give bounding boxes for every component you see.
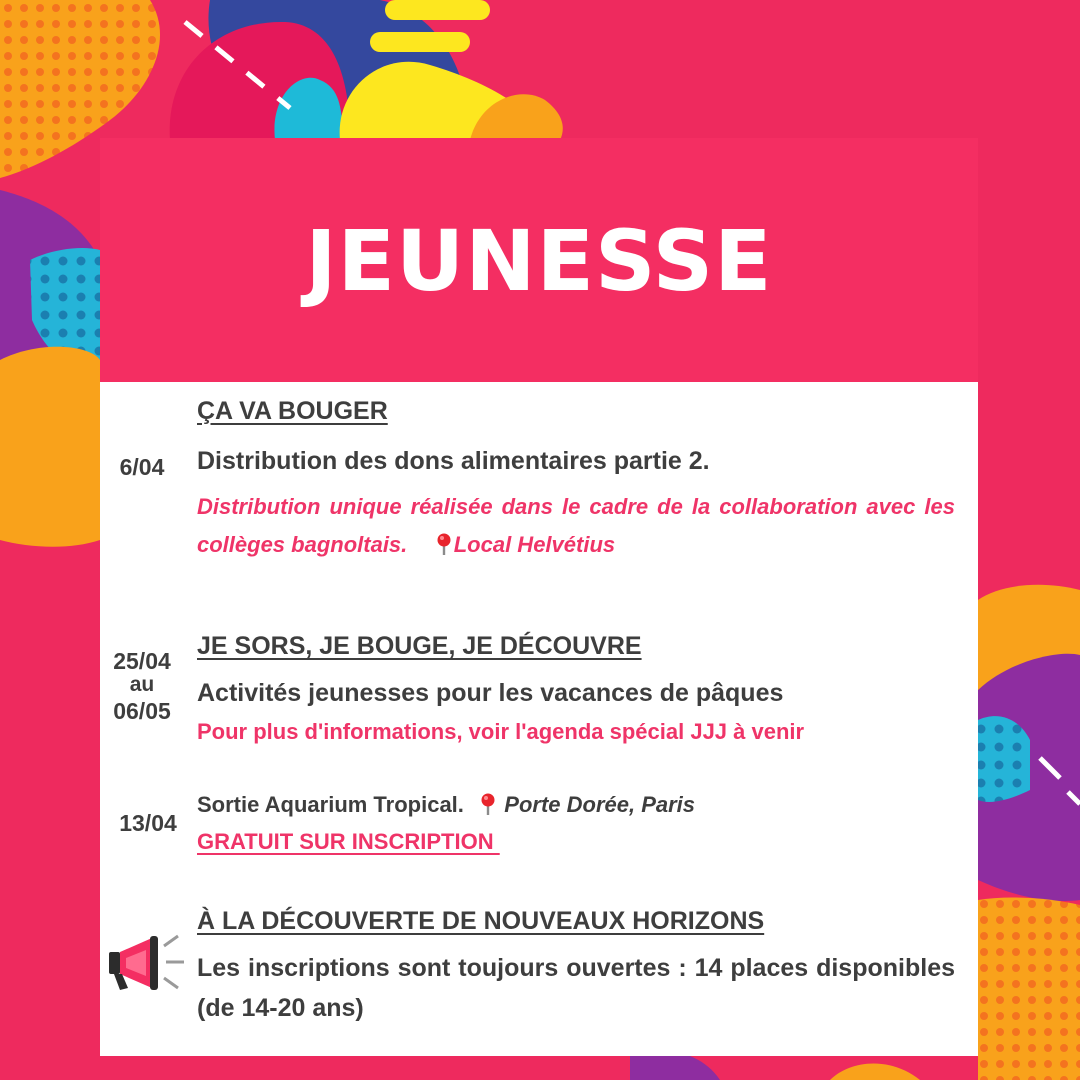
section-heading: À LA DÉCOUVERTE DE NOUVEAUX HORIZONS bbox=[197, 907, 765, 935]
event-date: 13/04 bbox=[119, 810, 177, 836]
event-date: 6/04 bbox=[119, 454, 165, 480]
right-orange-dotted-blob bbox=[978, 898, 1080, 1080]
page-title: JEUNESSE bbox=[305, 212, 773, 310]
event-title: Distribution des dons alimentaires partie 2. bbox=[197, 447, 710, 475]
event-description bbox=[197, 488, 955, 564]
bottom-orange-shape bbox=[830, 1063, 920, 1080]
event-description-text: Distribution unique réalisée dans le cadre de la collaboration avec les collèges bagnoltais. bbox=[197, 494, 955, 557]
event-note: Pour plus d'informations, voir l'agenda spécial JJJ à venir bbox=[197, 719, 805, 744]
right-blue-dotted-blob bbox=[978, 716, 1030, 802]
megaphone-icon bbox=[106, 930, 190, 994]
map-pin-icon bbox=[436, 533, 452, 555]
event-location: Local Helvétius bbox=[453, 532, 616, 557]
section-heading: ÇA VA BOUGER bbox=[197, 397, 388, 425]
event-date-end: 06/05 bbox=[113, 698, 171, 724]
event-date-connector: au bbox=[129, 673, 155, 696]
event-title: Sortie Aquarium Tropical. bbox=[197, 792, 464, 817]
event-title-row bbox=[197, 790, 695, 820]
section-text: Les inscriptions sont toujours ouvertes : 14 places disponibles (de 14-20 ans) bbox=[197, 954, 955, 1022]
event-date-start: 25/04 bbox=[113, 648, 171, 674]
registration-link[interactable]: GRATUIT SUR INSCRIPTION bbox=[197, 829, 500, 854]
left-orange-blob bbox=[0, 347, 100, 547]
event-location: Porte Dorée, Paris bbox=[504, 792, 696, 817]
event-title: Activités jeunesses pour les vacances de pâques bbox=[197, 679, 784, 707]
card-header bbox=[100, 138, 978, 382]
event-card bbox=[100, 138, 978, 1056]
map-pin-icon bbox=[480, 793, 496, 815]
section-heading: JE SORS, JE BOUGE, JE DÉCOUVRE bbox=[197, 632, 642, 660]
